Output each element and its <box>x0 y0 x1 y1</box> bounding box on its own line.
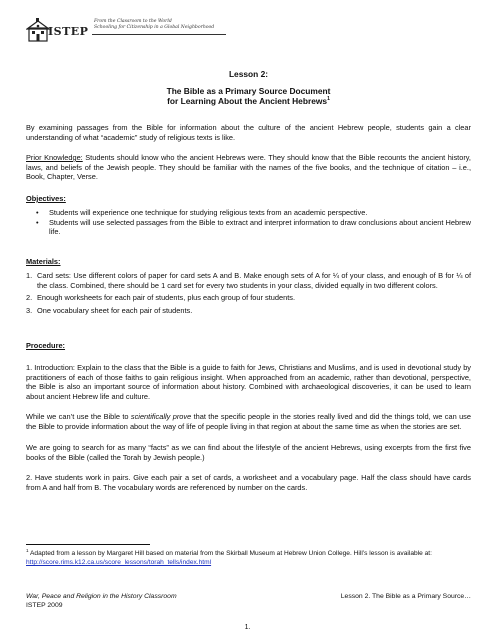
procedure-heading <box>26 341 471 351</box>
objective-item: • Students will experience one technique for studying religious texts from an academic perspective. <box>26 208 471 218</box>
procedure-p2-before: While we can’t use the Bible to <box>26 412 131 421</box>
procedure-p2-after: that the specific people in the stories really lived and did the things told, we can use the Bible to provide information about the way of life of people living in that region at about the same time as when the stories are set. <box>26 412 471 431</box>
footnote <box>26 549 471 567</box>
materials-item <box>26 306 471 316</box>
materials-item <box>26 271 471 290</box>
prior-knowledge-text: Students should know who the ancient Hebrews were. They should know that the Bible recounts the ancient history, laws, and beliefs of the Jewish people. They should be familiar with the names of the five books, and the technique of citation – i.e., Book, Chapter, Verse. <box>26 153 471 182</box>
procedure-heading-text: Procedure: <box>26 341 66 350</box>
materials-item-number: 2. <box>26 293 33 303</box>
footer-organization: ISTEP 2009 <box>26 602 63 609</box>
materials-item <box>26 293 471 303</box>
materials-item-text: Enough worksheets for each pair of students, plus each group of four students. <box>37 293 296 303</box>
logo-tagline-line-2: Schooling for Citizenship in a Global Neighborhood <box>94 25 215 30</box>
footer-left <box>26 592 177 610</box>
objectives-heading <box>26 194 471 204</box>
lesson-title-line-2-text: for Learning About the Ancient Hebrews <box>167 96 328 106</box>
procedure-p2-italic: scientifically prove <box>130 412 192 421</box>
materials-heading <box>26 257 471 267</box>
procedure-pairs-paragraph: 2. Have students work in pairs. Give each pair a set of cards, a worksheet and a vocabulary page. Half the class should have cards from A and half from B. The vocabulary words are referenced by number on the cards. <box>26 473 471 492</box>
footer-course-title: War, Peace and Religion in the History Classroom <box>26 593 177 600</box>
istep-logo <box>26 16 215 44</box>
intro-paragraph: By examining passages from the Bible for information about the culture of the ancient Hebrew people, students gain a clear understanding of what “academic” study of religious texts is like. <box>26 123 471 142</box>
prior-knowledge-paragraph <box>26 153 471 182</box>
footer-lesson-title: Lesson 2. The Bible as a Primary Source… <box>340 593 471 600</box>
lesson-title-line-2 <box>26 96 471 106</box>
prior-knowledge-label: Prior Knowledge: <box>26 153 83 162</box>
page-number: 1. <box>244 624 251 631</box>
logo-tagline-line-1: From the Classroom to the World <box>94 19 172 24</box>
objective-item: • Students will use selected passages from the Bible to extract and interpret information to draw conclusions about ancient Hebrew life. <box>26 218 471 237</box>
lesson-number: Lesson 2: <box>228 69 269 79</box>
materials-heading-text: Materials: <box>26 257 61 266</box>
procedure-introduction-paragraph: 1. Introduction: Explain to the class that the Bible is a guide to faith for Jews, Christians and Muslims, and is used in devotional study by practitioners of each of those faiths to gain religious insight. When approached from an academic, rather than devotional, perspective, the Bible is also an important source of information about history. Combined with archaeological discoveries, it can be used to learn about ancient Hebrew life and culture. <box>26 363 471 401</box>
logo-underline <box>92 34 226 35</box>
logo-tagline <box>94 19 214 31</box>
materials-item-number: 1. <box>26 271 33 280</box>
objectives-list <box>26 208 471 237</box>
materials-list <box>26 271 471 315</box>
footnote-link[interactable]: http://score.rims.k12.ca.us/score_lessons/torah_tells/index.html <box>26 559 212 566</box>
logo-wordmark: ISTEP <box>48 25 89 38</box>
objectives-heading-text: Objectives: <box>26 194 66 203</box>
footnote-separator <box>26 544 150 545</box>
title-footnote-mark: 1 <box>327 96 330 103</box>
procedure-scientific-paragraph <box>26 412 471 431</box>
materials-item-number: 3. <box>26 305 33 315</box>
footnote-mark: 1 <box>26 547 29 553</box>
lesson-title-line-1: The Bible as a Primary Source Document <box>166 86 331 96</box>
procedure-facts-paragraph: We are going to search for as many “facts” as we can find about the lifestyle of the ancient Hebrews, using excerpts from the first five books of the Bible (called the Torah by Jewish people.) <box>26 443 471 462</box>
footnote-text: Adapted from a lesson by Margaret Hill based on material from the Skirball Museum at Hebrew Union College. Hill’s lesson is available at: <box>28 550 432 557</box>
materials-item-text: Card sets: Use different colors of paper for card sets A and B. Make enough sets of A for ¼ of your class, and enough of B for ¼ of the class. Combined, there should be 1 card set for every two students in your class, divided equally in two different colors. <box>37 271 471 290</box>
materials-item-text: One vocabulary sheet for each pair of students. <box>37 305 193 315</box>
